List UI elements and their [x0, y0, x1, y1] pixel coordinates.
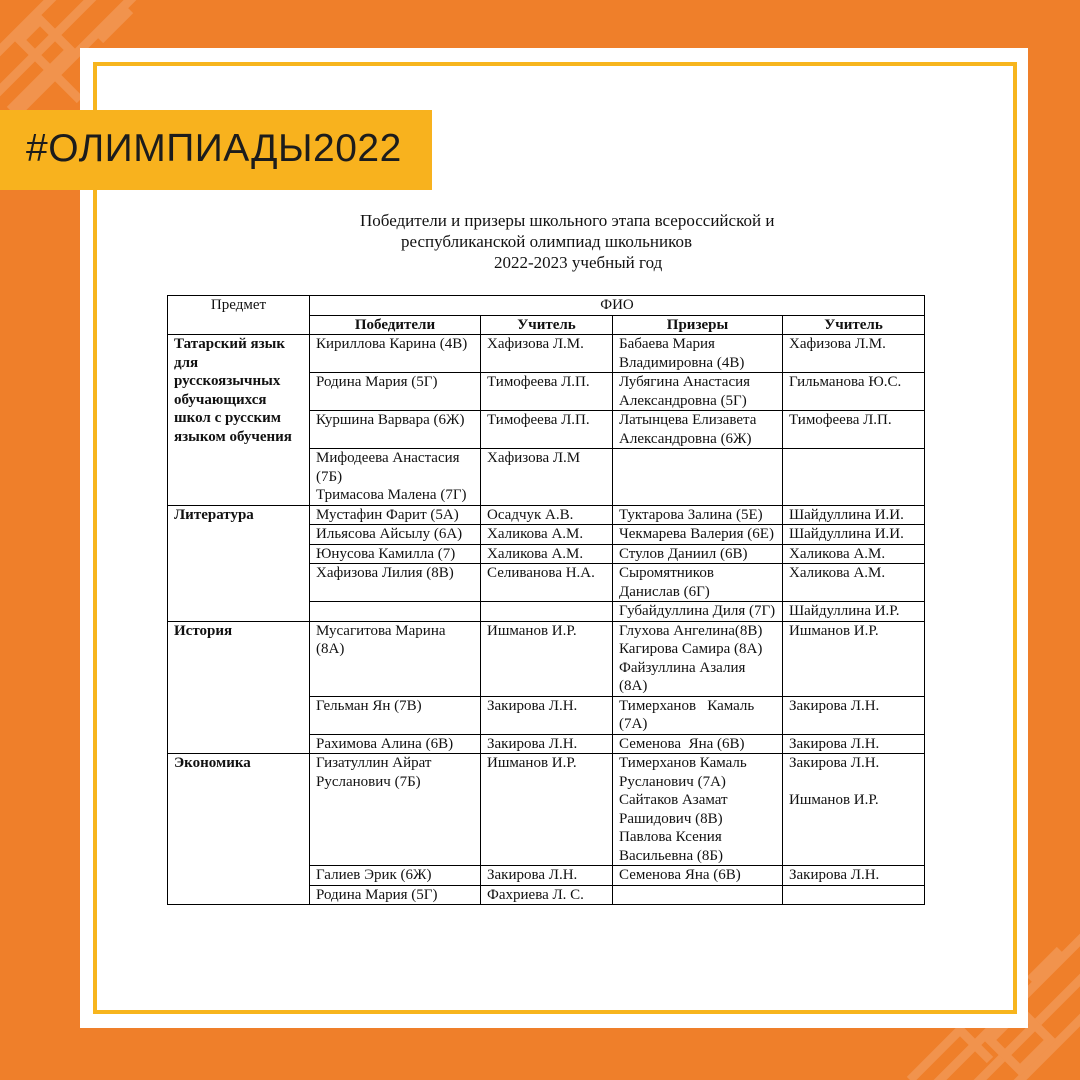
- subject-cell: Экономика: [168, 754, 310, 905]
- teacher-cell: Халикова А.М.: [481, 525, 613, 545]
- subject-cell: Литература: [168, 505, 310, 621]
- winner-cell: Родина Мария (5Г): [310, 885, 481, 905]
- header-fio: ФИО: [310, 296, 925, 316]
- header-winners: Победители: [310, 315, 481, 335]
- spacer: [789, 773, 918, 792]
- teacher-name: Ишманов И.Р.: [789, 792, 879, 808]
- header-teacher-2: Учитель: [783, 315, 925, 335]
- teacher-cell: Закирова Л.Н.: [783, 696, 925, 734]
- teacher-cell: Тимофеева Л.П.: [783, 411, 925, 449]
- winner-cell: Мустафин Фарит (5А): [310, 505, 481, 525]
- subject-cell: Татарский язык для русскоязычных обучающихся школ с русским языком обучения: [168, 335, 310, 506]
- prize-cell: [613, 885, 783, 905]
- prize-cell: Стулов Даниил (6В): [613, 544, 783, 564]
- teacher-cell: [783, 885, 925, 905]
- teacher-cell: [783, 754, 925, 866]
- teacher-cell: Селиванова Н.А.: [481, 564, 613, 602]
- teacher-cell: Закирова Л.Н.: [783, 866, 925, 886]
- document-title: [300, 210, 880, 273]
- hashtag-text: #ОЛИМПИАДЫ2022: [26, 127, 402, 170]
- teacher-cell: Халикова А.М.: [783, 564, 925, 602]
- table-row: [168, 621, 925, 696]
- prize-cell: Чекмарева Валерия (6Е): [613, 525, 783, 545]
- teacher-cell: [481, 602, 613, 622]
- teacher-cell: Хафизова Л.М.: [481, 335, 613, 373]
- teacher-cell: Халикова А.М.: [481, 544, 613, 564]
- prize-cell: Губайдуллина Диля (7Г): [613, 602, 783, 622]
- teacher-name: Закирова Л.Н.: [789, 755, 880, 771]
- prize-cell: [613, 754, 783, 866]
- prize-cell: Лубягина Анастасия Александровна (5Г): [613, 373, 783, 411]
- winner-cell: Галиев Эрик (6Ж): [310, 866, 481, 886]
- prize-name: Кагирова Самира (8А): [619, 641, 763, 657]
- winner-cell: Гельман Ян (7В): [310, 696, 481, 734]
- header-subject: Предмет: [168, 296, 310, 335]
- teacher-cell: Ишманов И.Р.: [481, 621, 613, 696]
- teacher-cell: Хафизова Л.М: [481, 449, 613, 506]
- prize-cell: Туктарова Залина (5Е): [613, 505, 783, 525]
- prize-cell: Тимерханов Камаль (7А): [613, 696, 783, 734]
- winner-cell: Хафизова Лилия (8В): [310, 564, 481, 602]
- prize-name: Глухова Ангелина(8В): [619, 622, 763, 639]
- prize-cell: Бабаева Мария Владимировна (4В): [613, 335, 783, 373]
- teacher-cell: Халикова А.М.: [783, 544, 925, 564]
- winner-cell: Ильясова Айсылу (6А): [310, 525, 481, 545]
- winner-name: Тримасова Малена (7Г): [316, 487, 467, 503]
- winner-cell: Юнусова Камилла (7): [310, 544, 481, 564]
- table-row: [168, 754, 925, 866]
- teacher-cell: Шайдуллина И.И.: [783, 505, 925, 525]
- table-row: [168, 335, 925, 373]
- prize-cell: Семенова Яна (6В): [613, 734, 783, 754]
- teacher-cell: Тимофеева Л.П.: [481, 411, 613, 449]
- teacher-cell: Шайдуллина И.Р.: [783, 602, 925, 622]
- winner-cell: [310, 602, 481, 622]
- winner-cell: [310, 449, 481, 506]
- prize-cell: [613, 449, 783, 506]
- winner-name: Мифодеева Анастасия (7Б): [316, 450, 460, 485]
- teacher-cell: Осадчук А.В.: [481, 505, 613, 525]
- teacher-cell: Фахриева Л. С.: [481, 885, 613, 905]
- subject-cell: История: [168, 621, 310, 754]
- teacher-cell: Закирова Л.Н.: [481, 866, 613, 886]
- title-line-3: 2022-2023 учебный год: [494, 253, 663, 272]
- winner-cell: Гизатуллин Айрат Русланович (7Б): [310, 754, 481, 866]
- teacher-cell: Шайдуллина И.И.: [783, 525, 925, 545]
- prize-name: Сайтаков Азамат Рашидович (8В): [619, 792, 728, 827]
- winner-cell: Кириллова Карина (4В): [310, 335, 481, 373]
- prize-cell: Сыромятников Данислав (6Г): [613, 564, 783, 602]
- header-prizewinners: Призеры: [613, 315, 783, 335]
- teacher-cell: Закирова Л.Н.: [783, 734, 925, 754]
- table-row: [168, 505, 925, 525]
- prize-name: Тимерханов Камаль Русланович (7А): [619, 755, 747, 790]
- teacher-cell: Закирова Л.Н.: [481, 696, 613, 734]
- teacher-cell: Гильманова Ю.С.: [783, 373, 925, 411]
- prize-name: Файзуллина Азалия (8А): [619, 659, 746, 694]
- prize-cell: Латынцева Елизавета Александровна (6Ж): [613, 411, 783, 449]
- prize-cell: [613, 621, 783, 696]
- winner-cell: Мусагитова Марина (8А): [310, 621, 481, 696]
- prize-cell: Семенова Яна (6В): [613, 866, 783, 886]
- header-teacher-1: Учитель: [481, 315, 613, 335]
- title-line-1: Победители и призеры школьного этапа всероссийской и: [360, 211, 775, 230]
- teacher-cell: [783, 449, 925, 506]
- teacher-cell: Тимофеева Л.П.: [481, 373, 613, 411]
- teacher-cell: Ишманов И.Р.: [783, 621, 925, 696]
- header-row: [168, 296, 925, 316]
- teacher-cell: Ишманов И.Р.: [481, 754, 613, 866]
- prize-name: Павлова Ксения Васильевна (8Б): [619, 829, 723, 864]
- winner-cell: Куршина Варвара (6Ж): [310, 411, 481, 449]
- teacher-cell: Закирова Л.Н.: [481, 734, 613, 754]
- results-table: [167, 295, 925, 905]
- winner-cell: Рахимова Алина (6В): [310, 734, 481, 754]
- title-line-2: республиканской олимпиад школьников: [401, 232, 693, 251]
- winner-cell: Родина Мария (5Г): [310, 373, 481, 411]
- teacher-cell: Хафизова Л.М.: [783, 335, 925, 373]
